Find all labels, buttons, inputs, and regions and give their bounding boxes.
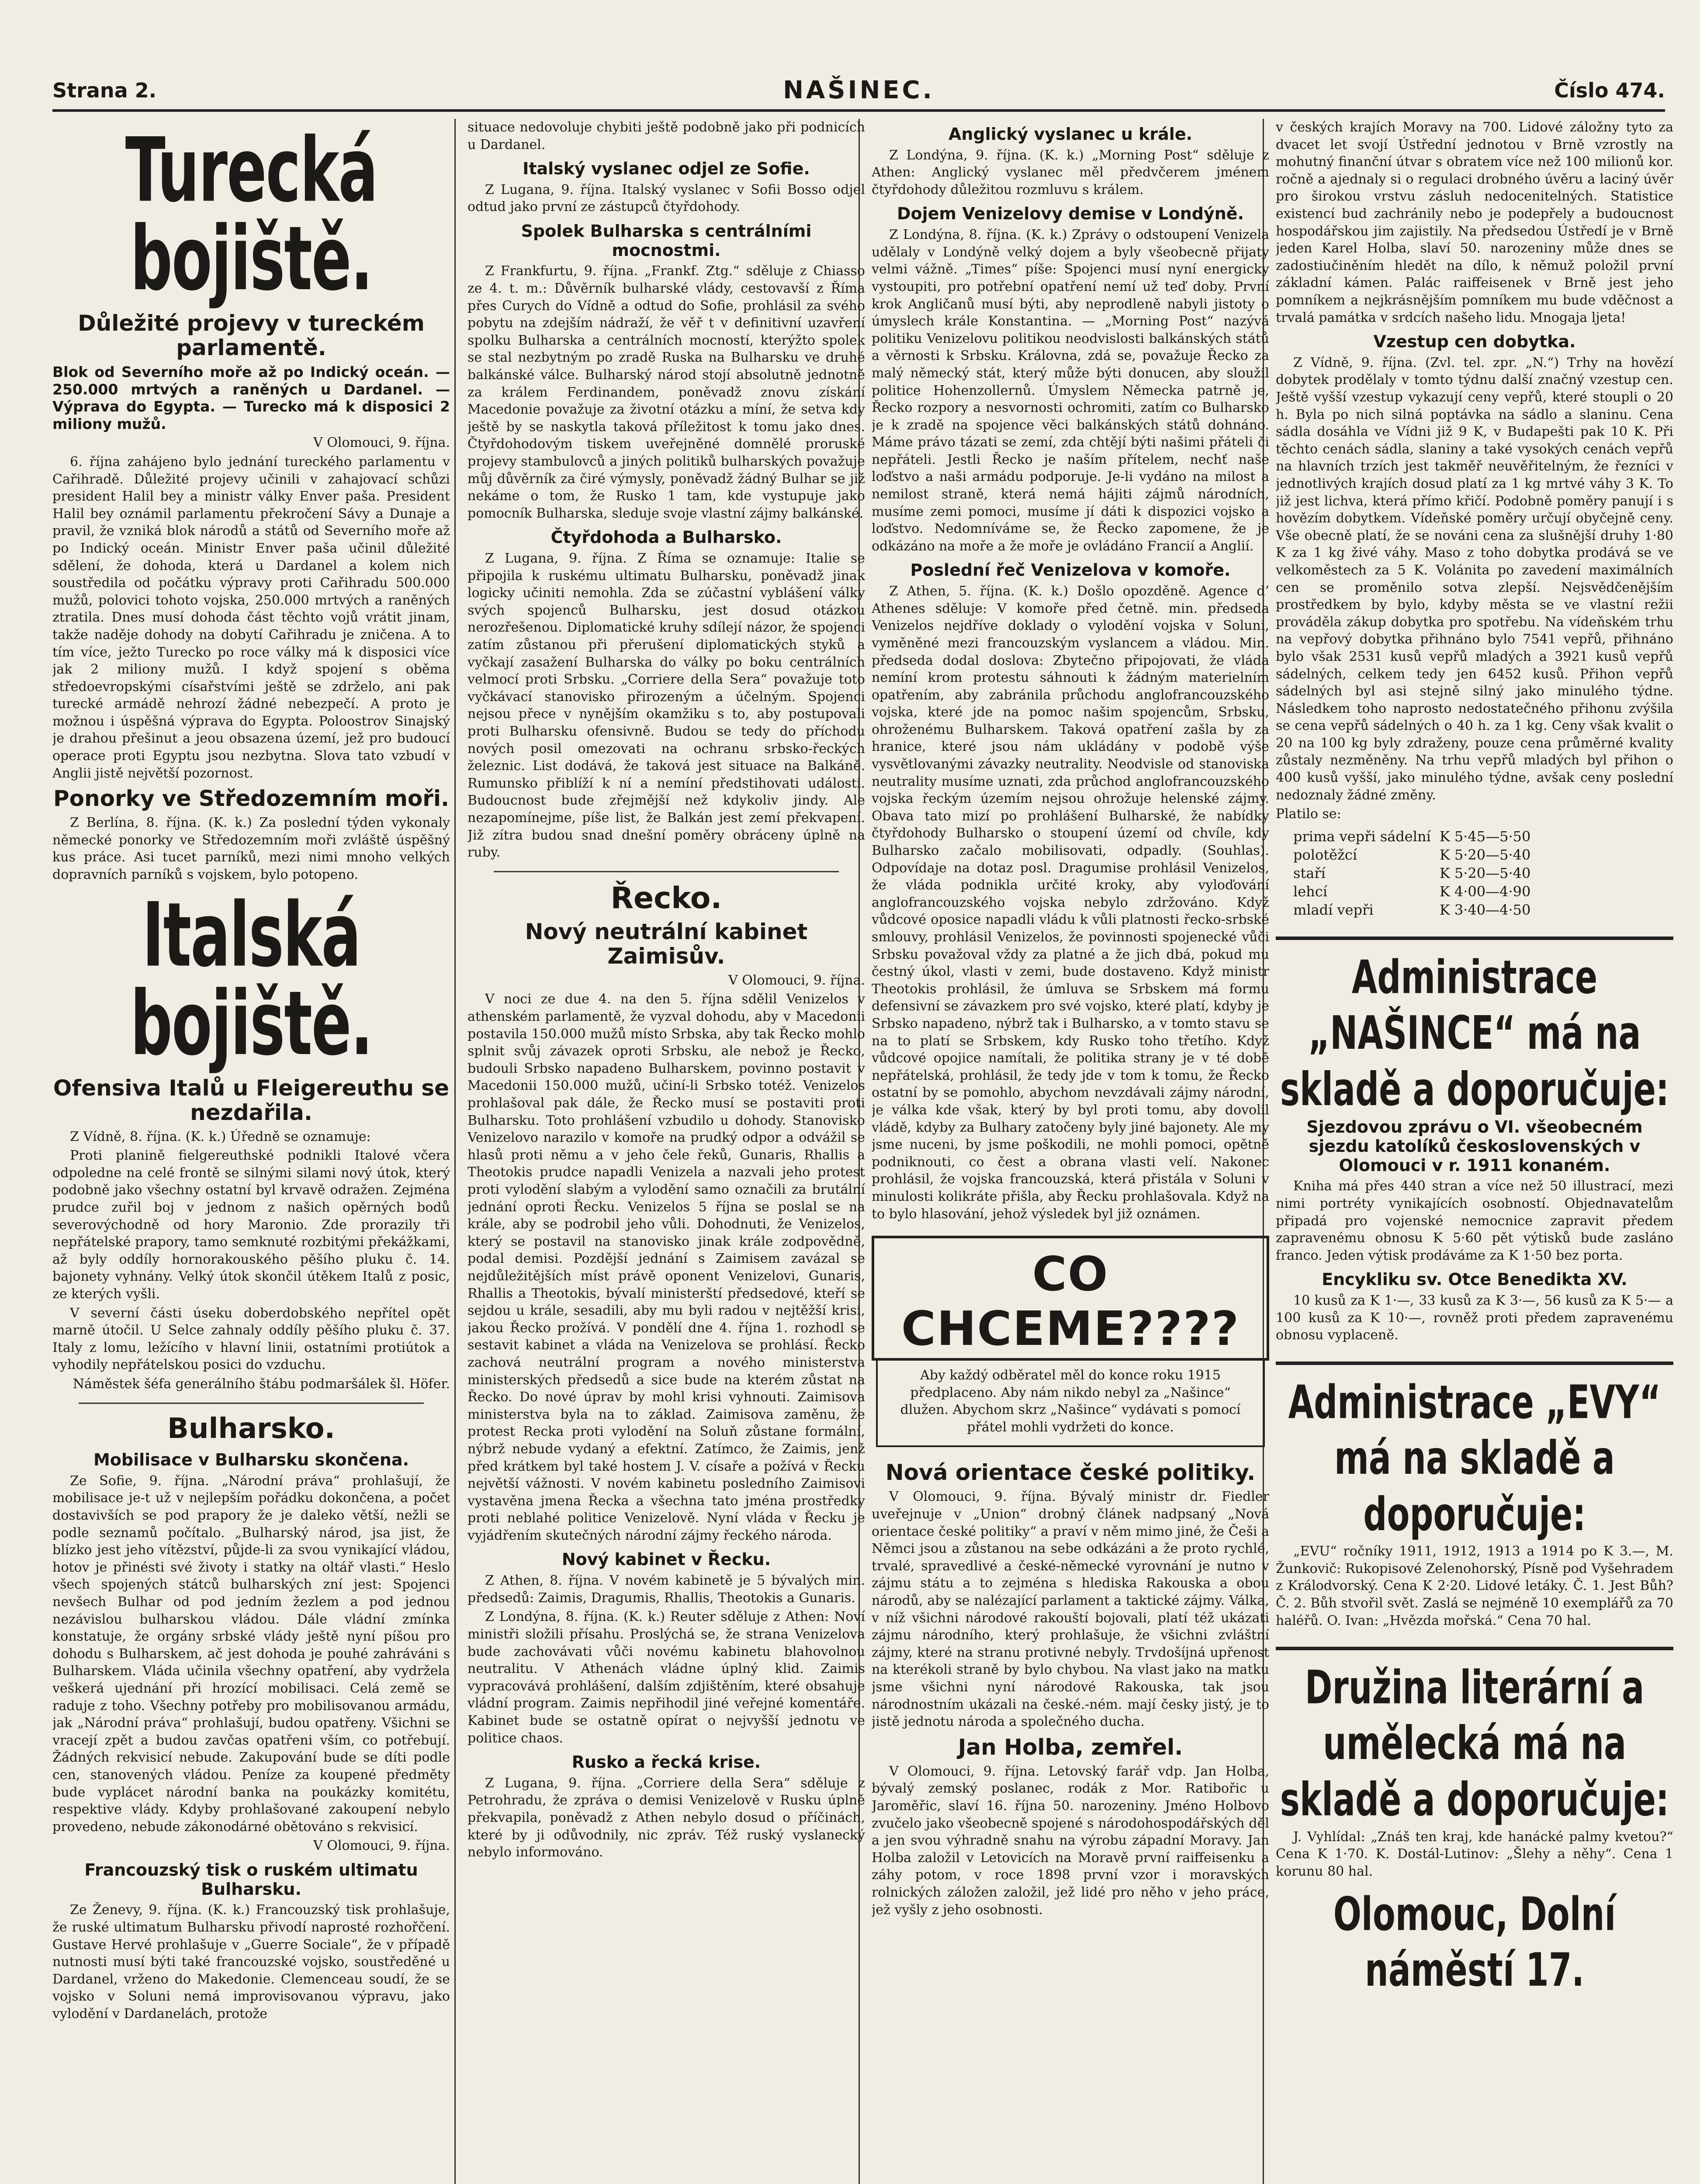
article-heading: Dojem Venizelovy demise v Londýně. bbox=[897, 204, 1244, 224]
advert-item-title: Encykliku sv. Otce Benedikta XV. bbox=[1322, 1270, 1627, 1289]
price-value: K 5·20—5·40 bbox=[1439, 846, 1531, 863]
article-body: Ze Sofie, 9. října. „Národní práva“ prohlašují, že mobilisace je-t už v nejlepším pořádku dokončena, a počet dostavivších se pod prapory že je daleko větší, nežli se podle seznamů počítalo. „Bulharský národ, jsa jist, že blízko jest jeho vítězství, půjde-li za svou vynikající vládou, hotov je přinésti své životy i statky na oltář vlasti.“ Heslo všech spojených státců bulharských zní jest: Spojenci nevšech Bulhar od pod jedním žezlem a pod jednou nezávislou bulharskou vládou. Dále vládní zmínka konstatuje, že orgány srbské vlády ještě nyní píšou pro dohodu s Bulharskem, ač jest dohoda je pouhé zahráváni s Bulharskem. Vláda učinila všechny opatření, aby vydržela veškerá ujednání při hrozící mobilisaci. Celá země se raduje z toho. Všechny potřeby pro mobilisovanou armádu, jak „Národní práva“ prohlašují, budou opatřeny. Všichni se vracejí zpět a budou zavčas opatřeni vším, co potřebují. Žádných rekvisicí nebude. Zakupování bude se díti podle cen, stanovených vládou. Peníze za koupené předměty bude vyplácet národní banka na poukázky komitétu, respektive vlády. Kdyby prohlašované zakoupení nebylo provedeno, nebude zákonodárné obětováno s rekvisicí. bbox=[52, 1473, 450, 1835]
article-body: V Olomouci, 9. října. Letovský farář vdp. Jan Holba, bývalý zemský poslanec, rodák z Mor. Ratibořic u Jaroměřic, slaví 16. října 50. narozeniny. Jméno Holbovo zvučelo jako všeobecně spojené s národohospodářských děl a jen svou výhradně snahu na výrobu západní Moravy. Jan Holba založil v Letovicích na Moravě první raiffeisenku a záhy potom, v roce 1898 první vzor i moravských rolnických záložen založil, jež lidé pro něho v jeho práce, jež vyšly z jeho osobnosti. bbox=[872, 1763, 1269, 1918]
article-heading: Důležité projevy v tureckém parlamentě. bbox=[78, 311, 425, 360]
article-body: Z Londýna, 8. října. (K. k.) Zprávy o odstoupení Venizela udělaly v Londýně velký dojem a byly všeobecně přijaty velmi vážně. „Times“ píše: Spojenci musí nyní energicky vystoupiti, pro potřební opatření nemí už teď doby. První krok Angličanů musí býti, aby neprodleně nabyli jistoty o úmyslech krále Konstantina. — „Morning Post“ nazývá politiku Venizelovu politikou neodvislosti balkánských států a věrnosti k Srbsku. Královna, zdá se, považuje Řecko za malý německý stát, který může býti donucen, aby sloužil politice Hohenzollernů. Úmyslem Německa patrně je, Řecko rozpory a nesvornosti ochromiti, zatím co Bulharsko je k zradě na spojence věci balkánských států dohnáno. Máme právo tázati se zemí, zda chtějí býti našimi přáteli či nepřáteli. Jestli Řecko je naším přítelem, nechť naše loďstvo a naši armádu podporuje. Je-li vydáno na milost a nemilost straně, která nemá hájiti zájmů národních, musíme zemi pomoci, musíme jí dáti k dispozici vojsko a loďstvo. Nedomníváme se, že Řecko zapomene, že je odkázáno na moře a že moře je ovládáno Francií a Anglií. bbox=[872, 227, 1269, 554]
column-rule bbox=[454, 119, 456, 2184]
article-heading: Jan Holba, zemřel. bbox=[958, 1734, 1183, 1760]
advert-heading: Družina literární a umělecká má na skladě a doporučuje: bbox=[1280, 1661, 1669, 1826]
column-1 bbox=[52, 119, 450, 2184]
article-body: Ze Ženevy, 9. října. (K. k.) Francouzský tisk prohlašuje, že ruské ultimatum Bulharsku přivodí naprosté rozhořčení. Gustave Hervé prohlašuje v „Guerre Sociale“, že v případě nutnosti musí býti také francouzské vojsko, soustředěné u Dardanel, vrženo do Makedonie. Clemenceau soudí, že se vojsko v Soluni nemá improvisovanou výpravu, jako vylodění v Dardanelách, protože bbox=[52, 1902, 450, 2022]
appeal-text: Aby každý odběratel měl do konce roku 1915 předplaceno. Aby nám nikdo nebyl za „Našince“ dlužen. Abychom skrz „Našince“ vydávati s pomocí přátel mohli vydržeti do konce. bbox=[900, 1368, 1241, 1435]
price-label: lehcí bbox=[1293, 883, 1327, 900]
article-body: V Olomouci, 9. října. Bývalý ministr dr. Fiedler uveřejnuje v „Union“ drobný článek nadpsaný „Nová orientace české politiky“ a praví v něm mimo jiné, že Češi a Němci jsou a zůstanou na sebe odkázáni a že proto rychlé, trvalé, spravedlivé a české-německé vyrovnání je nutno v zájmu státu a to zejména s hlediska Rakouska a obou národů, aby se nalézající parlament a taktické zájmy. Válka, v níž všichni národové rakouští bojovali, platí též ukázati zájmu národního, který prohlašuje, že všichni zvláštní zájmy, které na stranu protivné nebyly. Trvdošíjná upřenost na kterékoli straně by bylo chybou. Na vlast jako na matku jsme všichni nyní národové Rakouska, tak jsou národnostním ukázali na české.-ném. mají česky jistý, je to jistě jednotu národa a společného ducha. bbox=[872, 1489, 1269, 1730]
masthead: NAŠINEC. bbox=[783, 76, 935, 104]
divider bbox=[1276, 1362, 1673, 1365]
article-heading: Nový kabinet v Řecku. bbox=[561, 1550, 771, 1569]
advert-heading: Administrace „NAŠINCE“ má na skladě a doporučuje: bbox=[1280, 950, 1669, 1116]
advert-heading: Administrace „EVY“ má na skladě a doporučuje: bbox=[1288, 1375, 1661, 1541]
section-heading: Bulharsko. bbox=[167, 1412, 335, 1445]
article-body: Z Berlína, 8. října. (K. k.) Za poslední týden vykonaly německé ponorky ve Středozemním moři zvláště úspěšný kus práce. Asi tucet parníků, mezi nimi mnoho velkých dopravních parníků s vojskem, bylo potopeno. bbox=[52, 815, 450, 883]
article-heading: Nová orientace české politiky. bbox=[885, 1460, 1256, 1486]
price-value: K 5·45—5·50 bbox=[1439, 828, 1531, 845]
column-2 bbox=[467, 119, 865, 2184]
price-row bbox=[1293, 846, 1539, 864]
advert-item-text: J. Vyhlídal: „Znáš ten kraj, kde hanácké palmy kvetou?“ Cena K 1·70. K. Dostál-Lutinov: „Šlehy a něhy“. Cena 1 korunu 80 hal. bbox=[1276, 1829, 1673, 1879]
article-body: V severní části úseku doberdobského nepřítel opět marně útočil. U Selce zahnaly oddíly pěšího pluku č. 37. Italy z lomu, ležícího v hlavní linii, ostatními protiútok a vyhodily nepřátelskou posici do vzduchu. bbox=[52, 1305, 450, 1373]
divider bbox=[1276, 1647, 1673, 1650]
issue-number: Číslo 474. bbox=[1554, 79, 1665, 102]
price-label: mladí vepři bbox=[1293, 901, 1374, 918]
article-body: V noci ze due 4. na den 5. října sdělil Venizelos v athenském parlamentě, že vyzval dohodu, aby v Macedonii postavila 150.000 mužů místo Srbska, aby tak Řecko mohlo splnit svůj závazek oproti Srbsku, ale nebož je Řecko, budouli Srbsko napadeno Bulharskem, povinno postavit v Macedonii 150.000 mužů, učiní-li Srbsko totéž. Venizelos prohlašoval pak dále, že Řecko musí se postaviti proti Bulharsku. Toto prohlášení vzbudilo u dohody. Stanovisko Venizelovo narazilo v komoře na prudký odpor a odvážil se hlasů proti němu a v jeho čele řeků, Gunaris, Rhallis a Theotokis prudce napadli Venizela a nazvali jeho protest proti vylodění slabým a vylodění samo označili za brutální jednání oproti Řecku. Venizelos 5 října se poslal se na krále, aby se podrobil jeho vůli. Dohodnuti, že Venizelos, který se postavil na stanovisko jinak krále zodpovědně, podal demisi. Pozdější jednání s Zaimisem zavázal se nejdůležitějších míst právě oponent Venizelovi, Gunaris, Rhallis a Theotokis, bývalí ministerští předsedové, kteří se sejdou u krále, sesadili, aby mu byli radou v nejtěžší krisi, jakou Řecko prožívá. V pondělí dne 4. října 1. rozhodl se sestavit kabinet a vláda na Venizelova se prohlásí. Řecko zachová neutrální program a nového ministerstva ministerských předsedů a sice bude na kterém zůstat na Řecko. Do nové úprav by mohl krisi vyhnouti. Zaimisova ministerstva byla na to základ. Zaimisova zaměnu, že protest Recka proti vylodění na Soluň zůstane formální, nýbrž nebude vydaný a efektní. Zatímco, že Zaimis, jenž před krátkem byl také hostem J. V. císaře a požívá v Řecku největší vážnosti. V novém kabinetu posledního Zaimisovi vystavěna jmena Řecka a všechna tato jména prostředky proti neblahé politice Venizelově. Nyní vláda v Řecku je vyjádřením skutečných národní zájmy řeckého národa. bbox=[467, 992, 865, 1543]
article-heading: Anglický vyslanec u krále. bbox=[948, 124, 1193, 144]
article-heading: Čtyřdohoda a Bulharsko. bbox=[551, 528, 782, 547]
price-row bbox=[1293, 864, 1539, 882]
article-body: Z Lugana, 9. října. „Corriere della Sera“ sděluje z Petrohradu, že zpráva o demisi Venizelově v Rusku úplně překvapila, poněvadž z Athen nebylo dosud o příčinách, které by ji odůvodnily, nic zpráv. Též ruský vyslanecký nebylo informováno. bbox=[467, 1775, 865, 1860]
article-body: Z Athen, 8. října. V novém kabinetě je 5 bývalých min. předsedů: Zaimis, Dragumis, Rhallis, Theotokis a Gunaris. bbox=[467, 1573, 865, 1606]
advert-item-text: 10 kusů za K 1·—, 33 kusů za K 3·—, 56 kusů za K 5·— a 100 kusů za K 10·—, rovněž proti předem zapravenému obnosu vyplaceně. bbox=[1276, 1292, 1673, 1343]
section-headline: Italská bojiště. bbox=[130, 884, 372, 1075]
article-body: Z Londýna, 8. října. (K. k.) Reuter sděluje z Athen: Noví ministři složili přísahu. Proslýchá se, že strana Venizelova bude zachovávati vůči novému kabinetu blahovolnou neutralitu. V Athenách vládne úplný klid. Zaimis vypracovává prohlášení, dalším zdjištěním, které obsahuje vládní program. Zaimis nepřihodil jiné veřejné komentáře. Kabinet bude se ostatně opírat o nejvyšší jednotu ve politice chaos. bbox=[467, 1609, 865, 1746]
address-footer: Olomouc, Dolní náměstí 17. bbox=[1333, 1887, 1616, 1997]
divider bbox=[1276, 936, 1673, 940]
article-body: situace nedovoluje chybiti ještě podobně jako při podnicích u Dardanel. bbox=[467, 120, 865, 152]
article-body: 6. října zahájeno bylo jednání tureckého parlamentu v Cařihradě. Důležité projevy učinili v zahajovací schůzi president Halil bey a ministr války Enver paša. President Halil bey oznámil parlamentu překročení Sávy a Dunaje a pravil, že vzniká blok národů a států od Severního moře až po Indický oceán. Ministr Enver paša učinil důležité sdělení, že dohoda, která u Dardanel a kolem nich soustředila od počátku výpravy proti Cařihradu 500.000 mužů, polovici tohoto vojska, 250.000 mrtvých a raněných ztratila. Dnes musí dohoda část těchto vojů vrátit jinam, takže naděje dohody na dobytí Cařihradu je zničena. A to tím více, ježto Turecko po roce války má k disposici více jak 2 miliony mužů. I když spojení s oběma středoevropskými císařstvími ještě se zdrželo, ani pak turecké armádě nehrozí žádné nebezpečí. A proto je možnou i úspěšná výprava do Egypta. Poloostrov Sinajský je drahou přešinut a jeou obsazena území, jež pro budoucí operace proti Egyptu jsou nezbytna. Slova tato vzbudí v Anglii jistě největší pozornost. bbox=[52, 454, 450, 781]
article-heading: Francouzský tisk o ruském ultimatu Bulharsku. bbox=[84, 1860, 418, 1899]
appeal-box bbox=[876, 1361, 1265, 1447]
dateline: V Olomouci, 9. října. bbox=[313, 1838, 450, 1854]
price-intro: Platilo se: bbox=[1276, 806, 1341, 822]
section-heading: Řecko. bbox=[610, 881, 722, 916]
article-body: Z Athen, 5. října. (K. k.) Došlo opozděně. Agence d’ Athenes sděluje: V komoře před četně. min. předseda Venizelos nejdříve doklady o vylodění vojska v Soluni, vyměněné mezi francouzským vyslancem a vládou. Min. předseda dodal doslova: Zbytečno připojovati, že vláda nemíní krom protestu sáhnouti k žádným materielním opatřením, aby zabránila průchodu anglofrancouzského vojska, které jde na pomoc našim spojencům, Srbsku, ohroženému Bulharskem. Taková opatření zašla by za hranice, které jsou nám ukládány v podobě výše vysvětlovanými závazky neutrality. Neodvisle od stanoviska neutrality musíme uznati, zda průchod anglofrancouzského vojska řeckým územím nejsou ohrožuje helenské zájmy. Obava tato mizí po prohlášení Bulharské, že nabídky čtyřdohody Bulharsko o stoupení území od chvíle, kdy Bulharsko začalo mobilisovati, odpadly. (Souhlas). Odpovídaje na dotaz posl. Dragumise prohlásil Venizelos, že vláda podnikla určité kroky, aby vyloďování anglofrancouzského vojska nebylo zdržováno. Když vůdcové oposice napadli vládu k vůli platnosti řecko-srbské smlouvy, prohlásil Venizelos, že povinnosti spojenecké vůči Srbsku považoval vždy za platné a že jich dbá, pokud mu čestný úkol, vlasti v zemi, bude dostaveno. Když ministr Theotokis prohlásil, že úmluva se Srbskem má formu defensivní se závazkem pro své vojsko, které platí, kdyby je Srbsko napadeno, nýbrž tak i Bulharsko, a v tomto stavu se na to platí se Srbskem, kdy Rusko toho třetího. Když vůdcové opojice namítali, že politika strany je v té době nepřátelská, prohlásil, že tedy jde v tom k tomu, že Řecko ostatní by se pomohlo, abychom nevzdávali zájmy národní, je válka kde však, který by byl proti tomu, aby dovolil vládě, kdyby za Bulhary zatočeny byly jiné bajonety. Ale my jsme nuceni, by jsme poškodili, ne mohli pomoci, opětně podniknouti, co čest a obrana vlasti velí. Nakonec prohlásil, že vojska francouzská, která přistála v Soluni v minulosti kolikráte přišla, aby Řecku prohlašovala. Když na to bylo hlasování, jehož výsledek byl již oznámen. bbox=[872, 584, 1269, 1222]
article-body: v českých krajích Moravy na 700. Lidové záložny tyto za dvacet let svojí Ústřední jednotou v Brně vzrostly na mohutný finanční útvar s obratem více než 100 milionů kor. ročně a ajednaly si o regulaci drobného úvěru a laciný úvěr pro širokou vrstvu zásluh nedocenitelných. Statistice existencí bud zachránily nebo je podepřely a budoucnost hospodářskou jim zajistily. Na předsedou Ústředí je v Brně jeden Karel Holba, slaví 50. narozeniny může dnes se zadostiučiněním hledět na dílo, k němuž položil první základní kámen. Palác raiffeisenek v Brně jest jeho pomníkem a nejkrásnějším pomníkem mu bude vděčnost a trvalá památka v srdcích našeho lidu. Mnogaja ljeta! bbox=[1276, 120, 1673, 325]
article-heading: Rusko a řecká krise. bbox=[571, 1752, 761, 1772]
price-label: polotěžcí bbox=[1293, 846, 1357, 863]
dateline: V Olomouci, 9. října. bbox=[728, 972, 865, 988]
page-number: Strana 2. bbox=[52, 79, 157, 102]
article-heading: Italský vyslanec odjel ze Sofie. bbox=[523, 159, 810, 179]
article-heading: Spolek Bulharska s centrálními mocnostmi. bbox=[521, 221, 812, 260]
signature: Náměstek šéfa generálního štábu podmaršálek šl. Höfer. bbox=[73, 1376, 450, 1392]
column-4 bbox=[1276, 119, 1673, 2184]
article-heading: Mobilisace v Bulharsku skončena. bbox=[93, 1450, 409, 1470]
article-body: Z Vídně, 8. října. (K. k.) Úředně se oznamuje: bbox=[70, 1129, 371, 1144]
advert-item-text: Kniha má přes 440 stran a více než 50 illustrací, mezi nimi portréty vynikajících osobností. Objednavatelům připadá pro vojenské nemocnice zapravit předem zapravenému obnosu K 5·60 pět výtisků bude zasláno franco. Jeden výtisk prodáváme za K 1·50 bez porta. bbox=[1276, 1178, 1673, 1263]
divider bbox=[79, 1403, 424, 1404]
article-heading: Poslední řeč Venizelova v komoře. bbox=[910, 560, 1231, 580]
column-3 bbox=[872, 119, 1269, 2184]
price-label: staří bbox=[1293, 864, 1326, 881]
advert-item-text: „EVU“ ročníky 1911, 1912, 1913 a 1914 po K 3.—, M. Žunkovič: Rukopisové Zelenohorský, Písně pod Vyšehradem z Králodvorský. Cena K 2·20. Lidové letáky. Č. 1. Jest Bůh? Č. 2. Bůh stvořil svět. Zaslá se nejméně 10 exemplářů za 70 haléřů. O. Ivan: „Hvězda mořská.“ Cena 70 hal. bbox=[1276, 1544, 1673, 1628]
article-heading: Vzestup cen dobytka. bbox=[1373, 332, 1576, 352]
price-row bbox=[1293, 882, 1539, 901]
article-body: Proti planině fielgereuthské podnikli Italové včera odpoledne na celé frontě se silnými silami nový útok, který podobně jako všechny ostatní byl krvavě odražen. Zejména prudce zuřil boj v jednom z našich opěrných bodů severovýchodně od hory Maronio. Zde prorazily tři nepřátelské prapory, tamo semknuté rozbitými překážkami, až byly oddíly hornorakouského pěšího pluku č. 14. bajonety vyhnány. Velký útok skončil útěkem Italů z posic, ze kterých vyšli. bbox=[52, 1148, 450, 1302]
appeal-title: CO CHCEME???? bbox=[872, 1236, 1269, 1361]
article-body: Z Vídně, 9. října. (Zvl. tel. zpr. „N.“) Trhy na hovězí dobytek prodělaly v tomto týdnu další značný vzestup cen. Ještě vyšší vzestup vykazují ceny vepřů, které stoupli o 20 h. Byla po nich silná poptávka na sádlo a slaninu. Cena sádla dosáhla ve Vídni již 9 K, v Budapešti pak 10 K. Při těchto cenách sádla, slaniny a také vysokých cenách vepřů na hlavních trzích jest takměř neuvěřitelným, že řezníci v jednotlivých krajích dosud platí za 1 kg mrtvé váhy 3 K. To již jest lichva, která přímo křičí. Podobně poměry panují i s hovězím dobytkem. Vídeňské poměry určují obyčejně ceny. Vše obecně platí, že se nováni cena za slušnější druhy 1·80 K za 1 kg živé váhy. Maso z toho dobytka prodává se ve velkoměstech za 5 K. Volánita po zavedení maximálních cen se proměnilo sotva zlepší. Nejsvědčenějším prostředkem by bylo, kdyby města se ve vlastní režii prováděla zákup dobytka pro spotřebu. Na vídeňském trhu na vepřový dobytka přihnáno bylo 7541 vepřů, přihnáno bylo však 2531 kusů vepřů mladých a 3921 kusů vepřů sádelných, celkem tedy jen 6452 kusů. Přihon vepřů sádelných byl asi stejně silný jako minulého týdne. Následkem toho naprosto nedostatečného přihonu zvýšila se cena vepřů sádelných o 40 h. za 1 kg. Ceny však kvalit o 20 na 100 kg byly zdraženy, pouze cena průměrné kvality zůstaly nezměněny. Na trhu vepřů mladých byl přihon o 400 kusů vyšší, jako minulého týdne, avšak ceny poslední nedoznaly žádné změny. bbox=[1276, 355, 1673, 803]
price-row bbox=[1293, 901, 1539, 919]
article-heading: Nový neutrální kabinet Zaimisův. bbox=[525, 919, 808, 969]
price-row bbox=[1293, 827, 1539, 846]
article-body: Z Lugana, 9. října. Italský vyslanec v Sofii Bosso odjel odtud jako první ze zástupců čtyřdohody. bbox=[467, 182, 865, 215]
price-value: K 3·40—4·50 bbox=[1439, 901, 1531, 918]
price-label: prima vepři sádelní bbox=[1293, 828, 1431, 845]
article-heading: Ponorky ve Středozemním moři. bbox=[53, 786, 449, 812]
page-header bbox=[52, 74, 1665, 112]
article-lead: Blok od Severního moře až po Indický oceán. — 250.000 mrtvých a raněných u Dardanel. — Výprava do Egypta. — Turecko má k disposici 2 miliony mužů. bbox=[52, 363, 450, 432]
dateline: V Olomouci, 9. října. bbox=[313, 435, 450, 451]
article-body: Z Lugana, 9. října. Z Říma se oznamuje: Italie se připojila k ruskému ultimatu Bulharsku, poněvadž jinak logicky učiniti nemohla. Zda se zúčastní vyblášení války svých spojenců Bulharsku, jest dosud otázkou nerozřešenou. Diplomatické kruhy sdílejí názor, že spojenci zatím zůstanou při přerušení diplomatických styků a vyčkají zasažení Bulharska do války po boku centrálních velmocí proti Srbsku. „Corriere della Sera“ považuje toto vyčkávací stanovisko přirozeným a účelným. Spojenci nejsou přece v nynějším okamžiku s to, aby postupovali proti Bulharsku ofensivně. Budou se tedy do příchodu nových posil omezovati na ochranu srbsko-řeckých železnic. List dodává, že taková jest situace na Balkáně. Rumunsko přiblíží k ní a nemíní předstihovati události. Budoucnost bude zřejmější než kdykoliv jindy. Ale nezapomínejme, píše list, že Balkán jest zemí překvapení. Již zítra budou snad dnešní poměry obráceny úplně na ruby. bbox=[467, 551, 865, 860]
price-value: K 5·20—5·40 bbox=[1439, 864, 1531, 881]
price-table bbox=[1293, 827, 1539, 919]
article-heading: Ofensiva Italů u Fleigereuthu se nezdařila. bbox=[53, 1075, 450, 1125]
divider bbox=[494, 871, 839, 872]
article-body: Z Londýna, 9. října. (K. k.) „Morning Post“ sděluje z Athen: Anglický vyslanec měl předvčerem jménem čtyřdohody důležitou rozmluvu s králem. bbox=[872, 147, 1269, 197]
advert-item-title: Sjezdovou zprávu o VI. všeobecném sjezdu katolíků československých v Olomouci v r. 1911 konaném. bbox=[1306, 1117, 1643, 1175]
section-headline: Turecká bojiště. bbox=[125, 119, 377, 311]
price-value: K 4·00—4·90 bbox=[1439, 883, 1531, 900]
article-body: Z Frankfurtu, 9. října. „Frankf. Ztg.“ sděluje z Chiasso ze 4. t. m.: Důvěrník bulharské vlády, cestovavší z Říma přes Curych do Vídně a odtud do Sofie, prohlásil za svého pobytu na zdejším nádraží, že věř t v definitivní uzavření spolku Bulharska a centrálních mocností, kterýžto spolek se stal nezbytným po zradě Ruska na Bulharsku ve druhé balkánské válce. Bulharský národ stojí absolutně jednotně za králem Ferdinandem, poněvadž znovu získání Macedonie považuje za životní otázku a míní, že setva kdy ještě by se naskytla taková příležitost k tomu jako dnes. Čtyřdohodovým tiskem uveřejněné domnělé proruské projevy stambulovců a jiných politiků bulharských považuje můj důvěrník za čiré výmysly, poněvadž žádný Bulhar se již nekáme o tom, že Rusko 1 tam, kde vystupuje jako pomocník Bulharska, sleduje svoje vlastní zájmy balkánské. bbox=[467, 263, 865, 521]
